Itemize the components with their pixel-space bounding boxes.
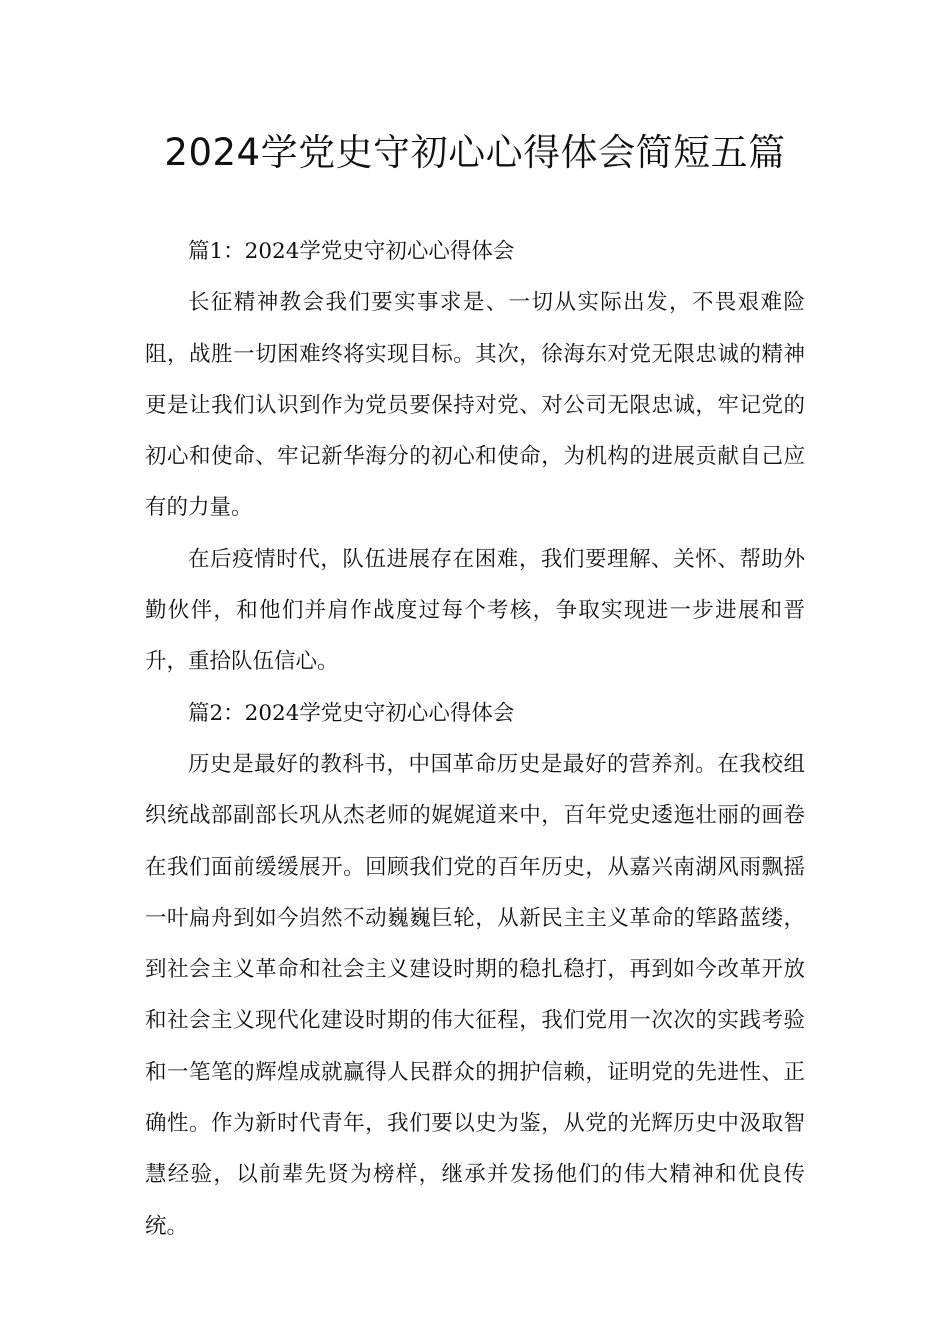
document-body <box>145 226 805 1252</box>
section-heading-2: 篇2：2024学党史守初心心得体会 <box>188 700 515 726</box>
paragraph: 长征精神教会我们要实事求是、一切从实际出发，不畏艰难险阻，战胜一切困难终将实现目标。其次，徐海东对党无限忠诚的精神更是让我们认识到作为党员要保持对党、对公司无限忠诚，牢记党的初心和使命、牢记新华海分的初心和使命，为机构的进展贡献自己应有的力量。 <box>145 290 805 521</box>
paragraph: 历史是最好的教科书，中国革命历史是最好的营养剂。在我校组织统战部副部长巩从杰老师的娓娓道来中，百年党史逶迤壮丽的画卷在我们面前缓缓展开。回顾我们党的百年历史，从嘉兴南湖风雨飘摇一叶扁舟到如今岿然不动巍巍巨轮，从新民主主义革命的筚路蓝缕，到社会主义革命和社会主义建设时期的稳扎稳打，再到如今改革开放和社会主义现代化建设时期的伟大征程，我们党用一次次的实践考验和一笔笔的辉煌成就赢得人民群众的拥护信赖，证明党的先进性、正确性。作为新时代青年，我们要以史为鉴，从党的光辉历史中汲取智慧经验，以前辈先贤为榜样，继承并发扬他们的伟大精神和优良传统。 <box>145 751 805 1239</box>
document-title: 2024学党史守初心心得体会简短五篇 <box>164 131 786 174</box>
section-heading-1: 篇1：2024学党史守初心心得体会 <box>188 239 515 264</box>
paragraph: 在后疫情时代，队伍进展存在困难，我们要理解、关怀、帮助外勤伙伴，和他们并肩作战度过每个考核，争取实现进一步进展和晋升，重拾队伍信心。 <box>145 546 805 675</box>
